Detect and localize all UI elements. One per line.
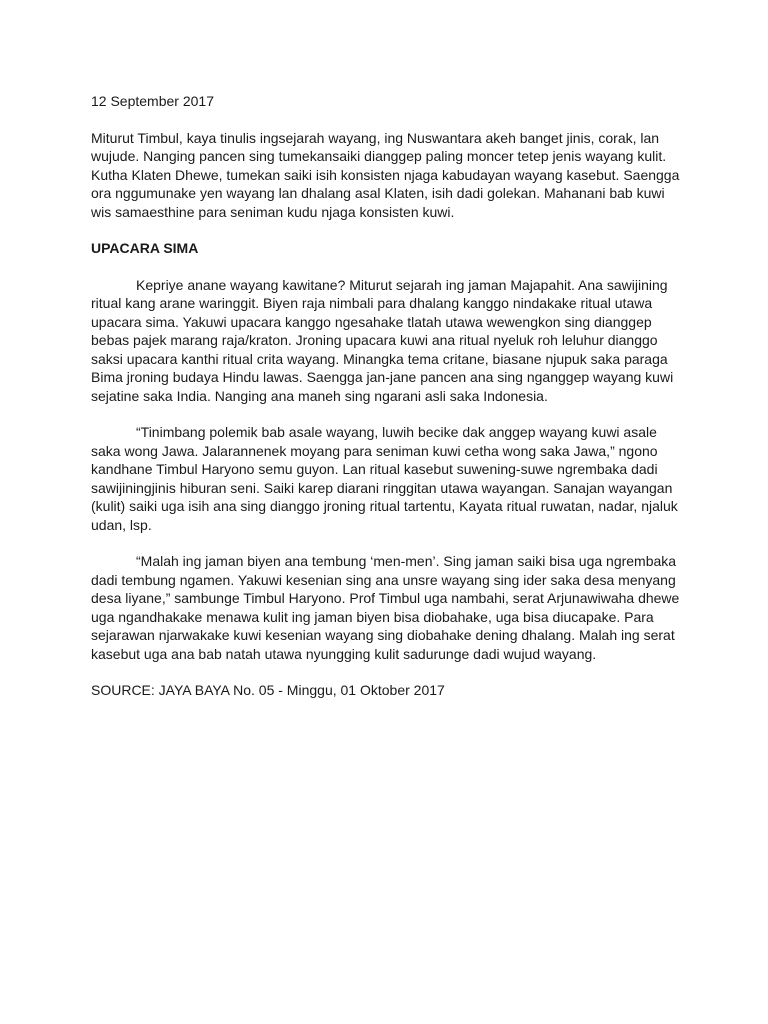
source-citation: SOURCE: JAYA BAYA No. 05 - Minggu, 01 Oktober 2017 xyxy=(91,682,445,698)
text-line: desa liyane,” sambunge Timbul Haryono. Prof Timbul uga nambahi, serat Arjunawiwaha dhewe xyxy=(91,590,680,606)
text-line: wis samaesthine para seniman kudu njaga konsisten kuwi. xyxy=(91,203,455,220)
text-line: sejarawan njarwakake kuwi kesenian wayang sing diobahake dening dhalang. Malah ing serat xyxy=(91,627,675,643)
text-line: “Malah ing jaman biyen ana tembung ‘men-men’. Sing jaman saiki bisa uga ngrembaka xyxy=(136,553,677,569)
body-paragraph-3 xyxy=(91,552,680,663)
text-line: sawijiningjinis hiburan seni. Saiki karep diarani ringgitan utawa wayangan. Sanajan wayangan xyxy=(91,479,673,496)
text-line: saka wong Jawa. Jalarannenek moyang para seniman kuwi cetha wong saka Jawa,” ngono xyxy=(91,442,658,459)
text-line: ora nggumunake yen wayang lan dhalang asal Klaten, isih dadi golekan. Mahanani bab kuwi xyxy=(91,185,665,201)
text-line: kandhane Timbul Haryono semu guyon. Lan ritual kasebut suwening-suwe ngrembaka dadi xyxy=(91,461,658,477)
text-line: wujude. Nanging pancen sing tumekansaiki dianggep paling moncer tetep jenis wayang kulit. xyxy=(91,148,667,164)
text-line: Bima jroning budaya Hindu lawas. Saengga jan-jane pancen ana sing nganggep wayang kuwi xyxy=(91,369,674,385)
text-line: “Tinimbang polemik bab asale wayang, luwih becike dak anggep wayang kuwi asale xyxy=(136,424,657,440)
body-paragraph-1 xyxy=(91,276,674,406)
text-line: ritual kang arane waringgit. Biyen raja nimbali para dhalang kanggo nindakake ritual utawa xyxy=(91,295,653,311)
text-line: dadi tembung ngamen. Yakuwi kesenian sing ana unsre wayang sing ider saka desa menyang xyxy=(91,571,676,588)
section-heading: UPACARA SIMA xyxy=(91,240,199,256)
text-line: saksi upacara kanthi ritual crita wayang. Minangka tema critane, biasane njupuk saka paraga xyxy=(91,350,668,367)
text-line: udan, lsp. xyxy=(91,516,152,533)
text-line: kasebut uga ana bab natah utawa nyungging kulit sadurunge dadi wujud wayang. xyxy=(91,645,597,662)
document-body xyxy=(91,92,680,718)
text-line: upacara sima. Yakuwi upacara kanggo ngesahake tlatah utawa wewengkon sing dianggep xyxy=(91,313,652,330)
text-line: bebas pajek marang raja/kraton. Jroning upacara kuwi ana ritual nyeluk roh leluhur dianggo xyxy=(91,332,658,348)
text-line: (kulit) saiki uga isih ana sing dianggo jroning ritual tartentu, Kayata ritual ruwatan, nadar, njaluk xyxy=(91,498,678,514)
text-line: Kepriye anane wayang kawitane? Miturut sejarah ing jaman Majapahit. Ana sawijining xyxy=(136,276,668,293)
text-line: Miturut Timbul, kaya tinulis ingsejarah wayang, ing Nuswantara akeh banget jinis, corak, lan xyxy=(91,129,660,146)
text-line: Kutha Klaten Dhewe, tumekan saiki isih konsisten njaga kabudayan wayang kasebut. Saengga xyxy=(91,166,680,183)
intro-paragraph xyxy=(91,129,680,222)
body-paragraph-2 xyxy=(91,423,678,534)
document-date: 12 September 2017 xyxy=(91,93,214,109)
text-line: uga ngandhakake menawa kulit ing jaman biyen bisa diobahake, uga bisa diucapake. Para xyxy=(91,608,654,625)
text-line: sejatine saka India. Nanging ana maneh sing ngarani asli saka Indonesia. xyxy=(91,387,548,404)
